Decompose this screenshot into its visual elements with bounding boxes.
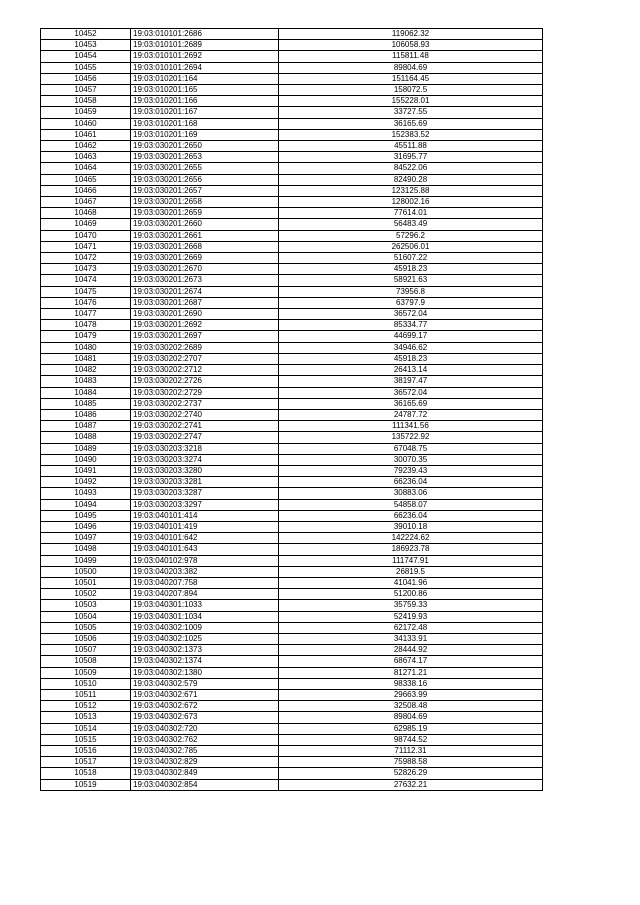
cadastral-number-cell: 19:03:040302:1373: [131, 645, 279, 656]
cadastral-number-cell: 19:03:030201:2674: [131, 286, 279, 297]
value-cell: 45918.23: [279, 353, 543, 364]
cadastral-number-cell: 19:03:030202:2689: [131, 342, 279, 353]
table-row: [41, 253, 543, 264]
table-row: [41, 533, 543, 544]
row-number-cell: 10510: [41, 678, 131, 689]
value-cell: 51607.22: [279, 253, 543, 264]
table-row: [41, 331, 543, 342]
row-number-cell: 10473: [41, 264, 131, 275]
cadastral-number-cell: 19:03:040207:894: [131, 589, 279, 600]
cadastral-number-cell: 19:03:040302:849: [131, 768, 279, 779]
cadastral-number-cell: 19:03:040302:720: [131, 723, 279, 734]
cadastral-number-cell: 19:03:040207:758: [131, 577, 279, 588]
value-cell: 57296.2: [279, 230, 543, 241]
cadastral-number-cell: 19:03:030202:2741: [131, 421, 279, 432]
value-cell: 58921.63: [279, 275, 543, 286]
row-number-cell: 10503: [41, 600, 131, 611]
row-number-cell: 10478: [41, 320, 131, 331]
table-row: [41, 723, 543, 734]
table-row: [41, 297, 543, 308]
row-number-cell: 10512: [41, 701, 131, 712]
table-row: [41, 622, 543, 633]
row-number-cell: 10457: [41, 85, 131, 96]
table-row: [41, 376, 543, 387]
value-cell: 123125.88: [279, 185, 543, 196]
cadastral-number-cell: 19:03:030202:2740: [131, 409, 279, 420]
value-cell: 24787.72: [279, 409, 543, 420]
value-cell: 85334.77: [279, 320, 543, 331]
value-cell: 63797.9: [279, 297, 543, 308]
row-number-cell: 10496: [41, 521, 131, 532]
row-number-cell: 10453: [41, 40, 131, 51]
row-number-cell: 10501: [41, 577, 131, 588]
table-row: [41, 29, 543, 40]
table-row: [41, 600, 543, 611]
row-number-cell: 10499: [41, 555, 131, 566]
value-cell: 31695.77: [279, 152, 543, 163]
row-number-cell: 10455: [41, 62, 131, 73]
table-row: [41, 163, 543, 174]
table-row: [41, 645, 543, 656]
table-row: [41, 656, 543, 667]
value-cell: 89804.69: [279, 712, 543, 723]
value-cell: 51200.86: [279, 589, 543, 600]
value-cell: 82490.28: [279, 174, 543, 185]
value-cell: 62172.48: [279, 622, 543, 633]
table-row: [41, 96, 543, 107]
row-number-cell: 10486: [41, 409, 131, 420]
row-number-cell: 10480: [41, 342, 131, 353]
value-cell: 89804.69: [279, 62, 543, 73]
table-row: [41, 152, 543, 163]
row-number-cell: 10484: [41, 387, 131, 398]
cadastral-number-cell: 19:03:030203:3281: [131, 477, 279, 488]
value-cell: 66236.04: [279, 477, 543, 488]
value-cell: 119062.32: [279, 29, 543, 40]
row-number-cell: 10477: [41, 309, 131, 320]
value-cell: 36572.04: [279, 387, 543, 398]
row-number-cell: 10466: [41, 185, 131, 196]
value-cell: 68674.17: [279, 656, 543, 667]
row-number-cell: 10468: [41, 208, 131, 219]
table-row: [41, 611, 543, 622]
table-row: [41, 398, 543, 409]
cadastral-number-cell: 19:03:040302:829: [131, 757, 279, 768]
row-number-cell: 10502: [41, 589, 131, 600]
cadastral-number-cell: 19:03:030201:2653: [131, 152, 279, 163]
row-number-cell: 10463: [41, 152, 131, 163]
cadastral-number-cell: 19:03:030201:2656: [131, 174, 279, 185]
cadastral-number-cell: 19:03:030201:2661: [131, 230, 279, 241]
cadastral-number-cell: 19:03:040302:671: [131, 689, 279, 700]
table-row: [41, 62, 543, 73]
cadastral-number-cell: 19:03:010201:169: [131, 129, 279, 140]
table-row: [41, 544, 543, 555]
table-row: [41, 241, 543, 252]
value-cell: 81271.21: [279, 667, 543, 678]
cadastral-number-cell: 19:03:010201:164: [131, 73, 279, 84]
table-row: [41, 264, 543, 275]
row-number-cell: 10476: [41, 297, 131, 308]
cadastral-number-cell: 19:03:030201:2670: [131, 264, 279, 275]
value-cell: 27632.21: [279, 779, 543, 790]
cadastral-number-cell: 19:03:040302:762: [131, 734, 279, 745]
value-cell: 155228.01: [279, 96, 543, 107]
value-cell: 34946.62: [279, 342, 543, 353]
cadastral-number-cell: 19:03:040101:414: [131, 510, 279, 521]
table-row: [41, 286, 543, 297]
value-cell: 158072.5: [279, 85, 543, 96]
value-cell: 98744.52: [279, 734, 543, 745]
cadastral-number-cell: 19:03:030202:2707: [131, 353, 279, 364]
row-number-cell: 10458: [41, 96, 131, 107]
value-cell: 262506.01: [279, 241, 543, 252]
row-number-cell: 10483: [41, 376, 131, 387]
row-number-cell: 10485: [41, 398, 131, 409]
cadastral-number-cell: 19:03:040101:419: [131, 521, 279, 532]
cadastral-number-cell: 19:03:030202:2712: [131, 365, 279, 376]
value-cell: 152383.52: [279, 129, 543, 140]
row-number-cell: 10509: [41, 667, 131, 678]
cadastral-number-cell: 19:03:030201:2697: [131, 331, 279, 342]
value-cell: 111341.56: [279, 421, 543, 432]
cadastral-number-cell: 19:03:030202:2729: [131, 387, 279, 398]
value-cell: 36165.69: [279, 118, 543, 129]
cadastral-number-cell: 19:03:010101:2694: [131, 62, 279, 73]
cadastral-number-cell: 19:03:010201:168: [131, 118, 279, 129]
cadastral-number-cell: 19:03:030201:2668: [131, 241, 279, 252]
cadastral-number-cell: 19:03:040302:1374: [131, 656, 279, 667]
table-row: [41, 701, 543, 712]
table-row: [41, 757, 543, 768]
row-number-cell: 10490: [41, 454, 131, 465]
row-number-cell: 10514: [41, 723, 131, 734]
cadastral-number-cell: 19:03:040101:643: [131, 544, 279, 555]
cadastral-number-cell: 19:03:040301:1033: [131, 600, 279, 611]
value-cell: 28444.92: [279, 645, 543, 656]
value-cell: 26819.5: [279, 566, 543, 577]
cadastral-number-cell: 19:03:040302:785: [131, 746, 279, 757]
table-row: [41, 387, 543, 398]
table-row: [41, 734, 543, 745]
row-number-cell: 10506: [41, 633, 131, 644]
table-row: [41, 477, 543, 488]
row-number-cell: 10498: [41, 544, 131, 555]
data-table: [40, 28, 543, 791]
value-cell: 29663.99: [279, 689, 543, 700]
cadastral-number-cell: 19:03:040101:642: [131, 533, 279, 544]
row-number-cell: 10518: [41, 768, 131, 779]
table-row: [41, 320, 543, 331]
cadastral-number-cell: 19:03:030202:2747: [131, 432, 279, 443]
cadastral-number-cell: 19:03:040302:1025: [131, 633, 279, 644]
value-cell: 77614.01: [279, 208, 543, 219]
cadastral-number-cell: 19:03:030203:3274: [131, 454, 279, 465]
cadastral-number-cell: 19:03:030203:3287: [131, 488, 279, 499]
table-row: [41, 118, 543, 129]
value-cell: 75988.58: [279, 757, 543, 768]
value-cell: 41041.96: [279, 577, 543, 588]
cadastral-number-cell: 19:03:040203:382: [131, 566, 279, 577]
cadastral-number-cell: 19:03:040302:1009: [131, 622, 279, 633]
table-row: [41, 521, 543, 532]
row-number-cell: 10500: [41, 566, 131, 577]
table-row: [41, 768, 543, 779]
row-number-cell: 10513: [41, 712, 131, 723]
row-number-cell: 10472: [41, 253, 131, 264]
value-cell: 115811.48: [279, 51, 543, 62]
row-number-cell: 10474: [41, 275, 131, 286]
cadastral-number-cell: 19:03:030201:2650: [131, 141, 279, 152]
table-row: [41, 555, 543, 566]
cadastral-number-cell: 19:03:010101:2689: [131, 40, 279, 51]
row-number-cell: 10504: [41, 611, 131, 622]
row-number-cell: 10495: [41, 510, 131, 521]
row-number-cell: 10469: [41, 219, 131, 230]
value-cell: 33727.55: [279, 107, 543, 118]
value-cell: 45511.88: [279, 141, 543, 152]
table-row: [41, 421, 543, 432]
row-number-cell: 10461: [41, 129, 131, 140]
table-row: [41, 365, 543, 376]
value-cell: 36572.04: [279, 309, 543, 320]
value-cell: 111747.91: [279, 555, 543, 566]
value-cell: 106058.93: [279, 40, 543, 51]
table-row: [41, 85, 543, 96]
table-row: [41, 432, 543, 443]
value-cell: 44699.17: [279, 331, 543, 342]
row-number-cell: 10487: [41, 421, 131, 432]
table-row: [41, 499, 543, 510]
cadastral-number-cell: 19:03:030201:2660: [131, 219, 279, 230]
cadastral-number-cell: 19:03:030201:2658: [131, 197, 279, 208]
table-row: [41, 197, 543, 208]
cadastral-number-cell: 19:03:030203:3218: [131, 443, 279, 454]
row-number-cell: 10497: [41, 533, 131, 544]
value-cell: 84522.06: [279, 163, 543, 174]
cadastral-number-cell: 19:03:030201:2657: [131, 185, 279, 196]
table-row: [41, 141, 543, 152]
row-number-cell: 10456: [41, 73, 131, 84]
cadastral-number-cell: 19:03:040302:579: [131, 678, 279, 689]
row-number-cell: 10482: [41, 365, 131, 376]
row-number-cell: 10488: [41, 432, 131, 443]
table-row: [41, 454, 543, 465]
row-number-cell: 10460: [41, 118, 131, 129]
row-number-cell: 10459: [41, 107, 131, 118]
table-row: [41, 342, 543, 353]
table-row: [41, 185, 543, 196]
row-number-cell: 10508: [41, 656, 131, 667]
table-row: [41, 230, 543, 241]
cadastral-number-cell: 19:03:030201:2692: [131, 320, 279, 331]
table-row: [41, 409, 543, 420]
table-row: [41, 589, 543, 600]
row-number-cell: 10470: [41, 230, 131, 241]
table-row: [41, 689, 543, 700]
row-number-cell: 10467: [41, 197, 131, 208]
value-cell: 32508.48: [279, 701, 543, 712]
table-row: [41, 488, 543, 499]
value-cell: 98338.16: [279, 678, 543, 689]
table-row: [41, 208, 543, 219]
table-row: [41, 577, 543, 588]
value-cell: 38197.47: [279, 376, 543, 387]
value-cell: 52419.93: [279, 611, 543, 622]
row-number-cell: 10465: [41, 174, 131, 185]
table-row: [41, 443, 543, 454]
row-number-cell: 10493: [41, 488, 131, 499]
table-row: [41, 510, 543, 521]
table-row: [41, 633, 543, 644]
value-cell: 135722.92: [279, 432, 543, 443]
cadastral-number-cell: 19:03:040302:672: [131, 701, 279, 712]
row-number-cell: 10517: [41, 757, 131, 768]
row-number-cell: 10475: [41, 286, 131, 297]
value-cell: 54858.07: [279, 499, 543, 510]
row-number-cell: 10479: [41, 331, 131, 342]
cadastral-number-cell: 19:03:030201:2673: [131, 275, 279, 286]
value-cell: 79239.43: [279, 465, 543, 476]
row-number-cell: 10492: [41, 477, 131, 488]
row-number-cell: 10515: [41, 734, 131, 745]
cadastral-number-cell: 19:03:010201:167: [131, 107, 279, 118]
value-cell: 56483.49: [279, 219, 543, 230]
cadastral-number-cell: 19:03:030203:3297: [131, 499, 279, 510]
table-row: [41, 73, 543, 84]
value-cell: 142224.62: [279, 533, 543, 544]
value-cell: 151164.45: [279, 73, 543, 84]
row-number-cell: 10491: [41, 465, 131, 476]
table-row: [41, 309, 543, 320]
cadastral-number-cell: 19:03:040301:1034: [131, 611, 279, 622]
table-row: [41, 129, 543, 140]
table-row: [41, 566, 543, 577]
row-number-cell: 10454: [41, 51, 131, 62]
value-cell: 34133.91: [279, 633, 543, 644]
row-number-cell: 10519: [41, 779, 131, 790]
value-cell: 67048.75: [279, 443, 543, 454]
cadastral-number-cell: 19:03:030201:2687: [131, 297, 279, 308]
value-cell: 30070.35: [279, 454, 543, 465]
table-row: [41, 40, 543, 51]
value-cell: 52826.29: [279, 768, 543, 779]
row-number-cell: 10464: [41, 163, 131, 174]
table-row: [41, 353, 543, 364]
cadastral-number-cell: 19:03:030201:2659: [131, 208, 279, 219]
table-row: [41, 219, 543, 230]
cadastral-number-cell: 19:03:040302:673: [131, 712, 279, 723]
row-number-cell: 10489: [41, 443, 131, 454]
row-number-cell: 10507: [41, 645, 131, 656]
value-cell: 62985.19: [279, 723, 543, 734]
value-cell: 26413.14: [279, 365, 543, 376]
table-row: [41, 678, 543, 689]
table-row: [41, 746, 543, 757]
value-cell: 36165.69: [279, 398, 543, 409]
table-row: [41, 779, 543, 790]
cadastral-number-cell: 19:03:010201:165: [131, 85, 279, 96]
value-cell: 128002.16: [279, 197, 543, 208]
table-row: [41, 712, 543, 723]
cadastral-number-cell: 19:03:040102:978: [131, 555, 279, 566]
row-number-cell: 10516: [41, 746, 131, 757]
row-number-cell: 10511: [41, 689, 131, 700]
cadastral-number-cell: 19:03:030202:2737: [131, 398, 279, 409]
cadastral-number-cell: 19:03:030202:2726: [131, 376, 279, 387]
table-row: [41, 275, 543, 286]
table-row: [41, 465, 543, 476]
value-cell: 35759.33: [279, 600, 543, 611]
cadastral-number-cell: 19:03:030201:2690: [131, 309, 279, 320]
value-cell: 186923.78: [279, 544, 543, 555]
table-body: [41, 29, 543, 791]
cadastral-number-cell: 19:03:040302:1380: [131, 667, 279, 678]
row-number-cell: 10505: [41, 622, 131, 633]
row-number-cell: 10471: [41, 241, 131, 252]
cadastral-number-cell: 19:03:040302:854: [131, 779, 279, 790]
value-cell: 30883.06: [279, 488, 543, 499]
value-cell: 45918.23: [279, 264, 543, 275]
row-number-cell: 10462: [41, 141, 131, 152]
cadastral-number-cell: 19:03:010201:166: [131, 96, 279, 107]
cadastral-number-cell: 19:03:030201:2669: [131, 253, 279, 264]
table-row: [41, 174, 543, 185]
value-cell: 39010.18: [279, 521, 543, 532]
value-cell: 73956.8: [279, 286, 543, 297]
value-cell: 66236.04: [279, 510, 543, 521]
table-row: [41, 107, 543, 118]
cadastral-number-cell: 19:03:030201:2655: [131, 163, 279, 174]
cadastral-number-cell: 19:03:010101:2686: [131, 29, 279, 40]
table-row: [41, 667, 543, 678]
row-number-cell: 10481: [41, 353, 131, 364]
row-number-cell: 10452: [41, 29, 131, 40]
table-row: [41, 51, 543, 62]
row-number-cell: 10494: [41, 499, 131, 510]
cadastral-number-cell: 19:03:010101:2692: [131, 51, 279, 62]
value-cell: 71112.31: [279, 746, 543, 757]
cadastral-number-cell: 19:03:030203:3280: [131, 465, 279, 476]
